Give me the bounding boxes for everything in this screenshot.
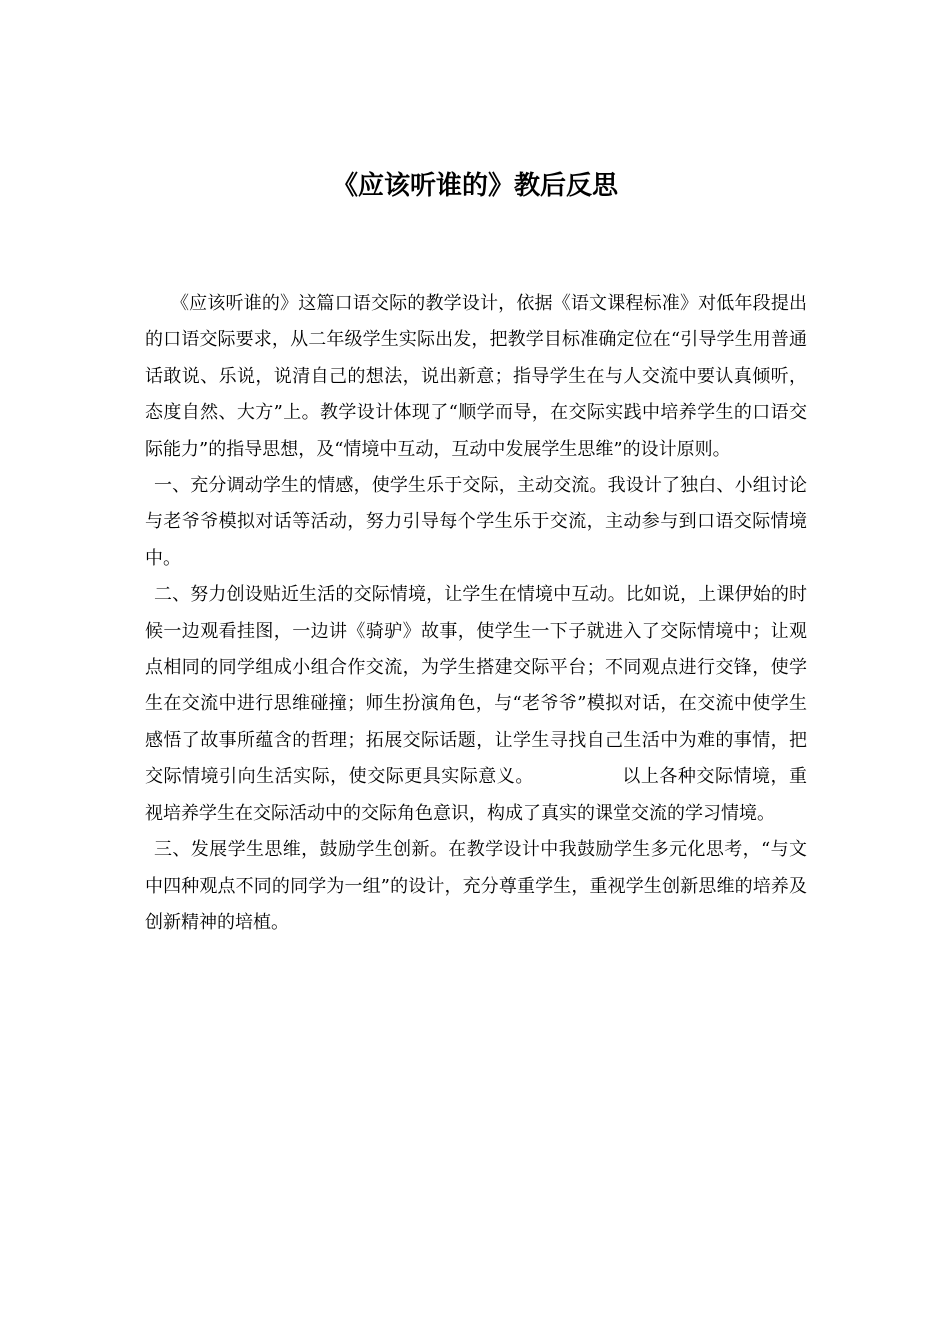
section-one-paragraph: 一、充分调动学生的情感，使学生乐于交际，主动交流。我设计了独白、小组讨论与老爷爷模拟对话等活动，努力引导每个学生乐于交流，主动参与到口语交际情境中。 xyxy=(145,475,807,569)
intro-paragraph: 《应该听谁的》这篇口语交际的教学设计，依据《语文课程标准》对低年段提出的口语交际要求，从二年级学生实际出发，把教学目标准确定位在“引导学生用普通话敢说、乐说，说清自己的想法，说出新意；指导学生在与人交流中要认真倾听，态度自然、大方”上。教学设计体现了“顺学而导，在交际实践中培养学生的口语交际能力”的指导思想，及“情境中互动，互动中发展学生思维”的设计原则。 xyxy=(145,293,807,460)
section-two-paragraph xyxy=(145,577,807,832)
section-two-continuation: 以上各种交际情境，重视培养学生在交际活动中的交际角色意识，构成了真实的课堂交流的学习情境。 xyxy=(145,766,808,824)
document-body xyxy=(145,286,807,941)
document-title: 《应该听谁的》教后反思 xyxy=(331,171,618,201)
section-two-text: 二、努力创设贴近生活的交际情境，让学生在情境中互动。比如说，上课伊始的时候一边观看挂图，一边讲《骑驴》故事，使学生一下子就进入了交际情境中；让观点相同的同学组成小组合作交流，为学生搭建交际平台；不同观点进行交锋，使学生在交流中进行思维碰撞；师生扮演角色，与“老爷爷”模拟对话，在交流中使学生感悟了故事所蕴含的哲理；拓展交际话题，让学生寻找自己生活中为难的事情，把交际情境引向生活实际，使交际更具实际意义。 xyxy=(145,584,807,788)
section-three-paragraph: 三、发展学生思维，鼓励学生创新。在教学设计中我鼓励学生多元化思考，“与文中四种观点不同的同学为一组”的设计，充分尊重学生，重视学生创新思维的培养及创新精神的培植。 xyxy=(145,839,807,933)
